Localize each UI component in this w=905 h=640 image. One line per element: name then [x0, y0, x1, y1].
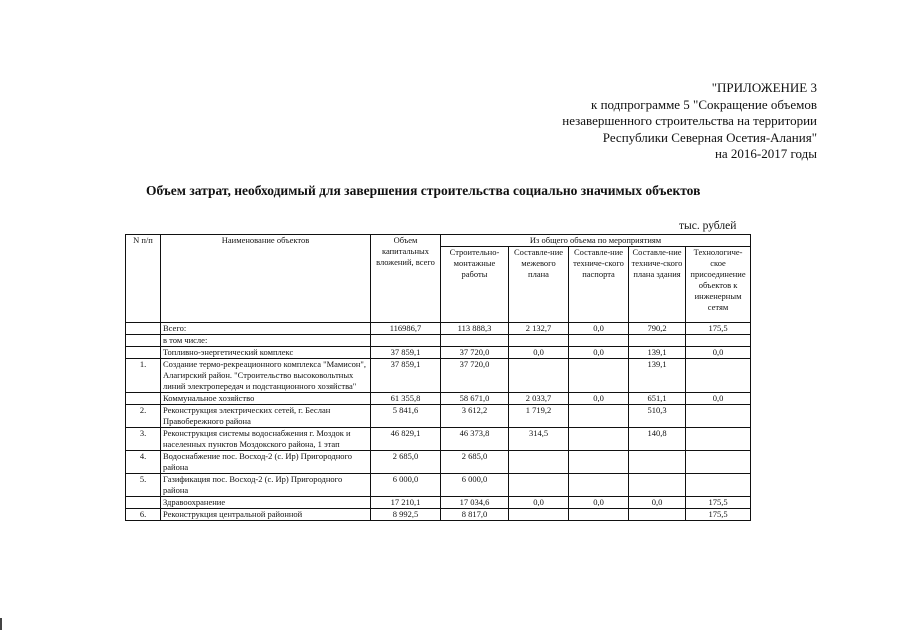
cell-total: 116986,7 [371, 323, 441, 335]
cell-mezh [509, 474, 569, 497]
cell-total: 8 992,5 [371, 509, 441, 521]
cell-total: 17 210,1 [371, 497, 441, 509]
cell-smr: 37 720,0 [441, 347, 509, 359]
header-num: N п/п [126, 235, 161, 323]
table-row [126, 497, 751, 509]
header-total: Объем капитальных вложений, всего [371, 235, 441, 323]
table-row [126, 474, 751, 497]
cell-plan [629, 335, 686, 347]
cell-tech: 0,0 [686, 393, 751, 405]
cell-pasp [569, 428, 629, 451]
cell-tech [686, 405, 751, 428]
cell-mezh: 2 132,7 [509, 323, 569, 335]
cell-pasp: 0,0 [569, 347, 629, 359]
cell-num: 5. [126, 474, 161, 497]
table-row [126, 347, 751, 359]
cell-pasp [569, 509, 629, 521]
cell-name: Всего: [161, 323, 371, 335]
cell-total [371, 335, 441, 347]
cell-mezh [509, 335, 569, 347]
cell-plan: 0,0 [629, 497, 686, 509]
cell-tech: 0,0 [686, 347, 751, 359]
cell-smr: 3 612,2 [441, 405, 509, 428]
cell-plan: 651,1 [629, 393, 686, 405]
cell-mezh: 2 033,7 [509, 393, 569, 405]
cell-name: Реконструкция системы водоснабжения г. Моздок и населенных пунктов Моздокского района, 1 этап [161, 428, 371, 451]
table-row [126, 428, 751, 451]
cell-mezh: 0,0 [509, 347, 569, 359]
cell-total: 61 355,8 [371, 393, 441, 405]
cell-mezh: 314,5 [509, 428, 569, 451]
cell-num [126, 323, 161, 335]
cell-plan: 139,1 [629, 359, 686, 393]
cell-plan [629, 474, 686, 497]
cell-mezh [509, 509, 569, 521]
cell-mezh [509, 359, 569, 393]
table-row [126, 393, 751, 405]
cell-name: Водоснабжение пос. Восход-2 (с. Ир) Пригородного района [161, 451, 371, 474]
cost-table [125, 234, 751, 521]
cell-tech [686, 474, 751, 497]
cell-tech [686, 428, 751, 451]
cell-pasp: 0,0 [569, 323, 629, 335]
header-pasp: Составле-ние техниче-ского паспорта [569, 247, 629, 323]
cell-name: Реконструкция центральной районной [161, 509, 371, 521]
cell-tech: 175,5 [686, 497, 751, 509]
cell-num: 4. [126, 451, 161, 474]
cell-tech [686, 451, 751, 474]
header-group: Из общего объема по мероприятиям [441, 235, 751, 247]
cell-smr: 113 888,3 [441, 323, 509, 335]
header-line: "ПРИЛОЖЕНИЕ 3 [711, 80, 817, 95]
cell-tech: 175,5 [686, 509, 751, 521]
cell-plan: 140,8 [629, 428, 686, 451]
table-row [126, 405, 751, 428]
table-row [126, 451, 751, 474]
units-label: тыс. рублей [679, 220, 737, 232]
scan-edge-mark [0, 618, 2, 630]
cell-plan [629, 451, 686, 474]
document-title: Объем затрат, необходимый для завершения строительства социально значимых объектов [146, 183, 701, 198]
cell-smr: 2 685,0 [441, 451, 509, 474]
cell-num: 2. [126, 405, 161, 428]
table-body [126, 323, 751, 521]
table-row [126, 509, 751, 521]
cell-name: Здравоохранение [161, 497, 371, 509]
cell-name: Коммунальное хозяйство [161, 393, 371, 405]
header-name: Наименование объектов [161, 235, 371, 323]
cell-plan: 790,2 [629, 323, 686, 335]
cell-num: 6. [126, 509, 161, 521]
cell-name: Создание термо-рекреационного комплекса "Мамисон", Алагирский район. "Строительство высоковольтных линий электропередач и подстанционного хозяйства" [161, 359, 371, 393]
cell-name: Топливно-энергетический комплекс [161, 347, 371, 359]
cell-tech [686, 335, 751, 347]
cell-num [126, 393, 161, 405]
cell-smr: 37 720,0 [441, 359, 509, 393]
header-line: незавершенного строительства на территории [562, 113, 817, 128]
table-row [126, 323, 751, 335]
cell-num: 3. [126, 428, 161, 451]
header-plan: Составле-ние техниче-ского плана здания [629, 247, 686, 323]
header-tech: Технологиче-ское присоединение объектов к инженерным сетям [686, 247, 751, 323]
cell-name: Реконструкция электрических сетей, г. Беслан Правобережного района [161, 405, 371, 428]
cell-total: 37 859,1 [371, 347, 441, 359]
cell-num: 1. [126, 359, 161, 393]
cell-pasp [569, 335, 629, 347]
cell-smr [441, 335, 509, 347]
cell-smr: 8 817,0 [441, 509, 509, 521]
cell-pasp [569, 405, 629, 428]
cell-tech: 175,5 [686, 323, 751, 335]
cell-mezh: 0,0 [509, 497, 569, 509]
cell-name: в том числе: [161, 335, 371, 347]
header-line: к подпрограмме 5 "Сокращение объемов [591, 96, 817, 112]
cell-tech [686, 359, 751, 393]
header-smr: Строительно-монтажные работы [441, 247, 509, 323]
cell-smr: 58 671,0 [441, 393, 509, 405]
cell-smr: 17 034,6 [441, 497, 509, 509]
cell-pasp [569, 474, 629, 497]
cell-total: 37 859,1 [371, 359, 441, 393]
header-line: на 2016-2017 годы [714, 146, 817, 161]
cell-pasp: 0,0 [569, 497, 629, 509]
cell-smr: 6 000,0 [441, 474, 509, 497]
cell-plan: 510,3 [629, 405, 686, 428]
header-mezh: Составле-ние межевого плана [509, 247, 569, 323]
cell-smr: 46 373,8 [441, 428, 509, 451]
cell-pasp: 0,0 [569, 393, 629, 405]
cell-name: Газификация пос. Восход-2 (с. Ир) Пригородного района [161, 474, 371, 497]
table-row [126, 359, 751, 393]
header-line: Республики Северная Осетия-Алания" [602, 129, 817, 145]
cell-mezh [509, 451, 569, 474]
cell-total: 6 000,0 [371, 474, 441, 497]
appendix-header [562, 80, 817, 163]
cell-num [126, 347, 161, 359]
cell-pasp [569, 451, 629, 474]
cell-mezh: 1 719,2 [509, 405, 569, 428]
cell-total: 5 841,6 [371, 405, 441, 428]
cell-total: 2 685,0 [371, 451, 441, 474]
cell-pasp [569, 359, 629, 393]
cell-num [126, 335, 161, 347]
cell-num [126, 497, 161, 509]
cell-total: 46 829,1 [371, 428, 441, 451]
table-row [126, 335, 751, 347]
cell-plan [629, 509, 686, 521]
cell-plan: 139,1 [629, 347, 686, 359]
